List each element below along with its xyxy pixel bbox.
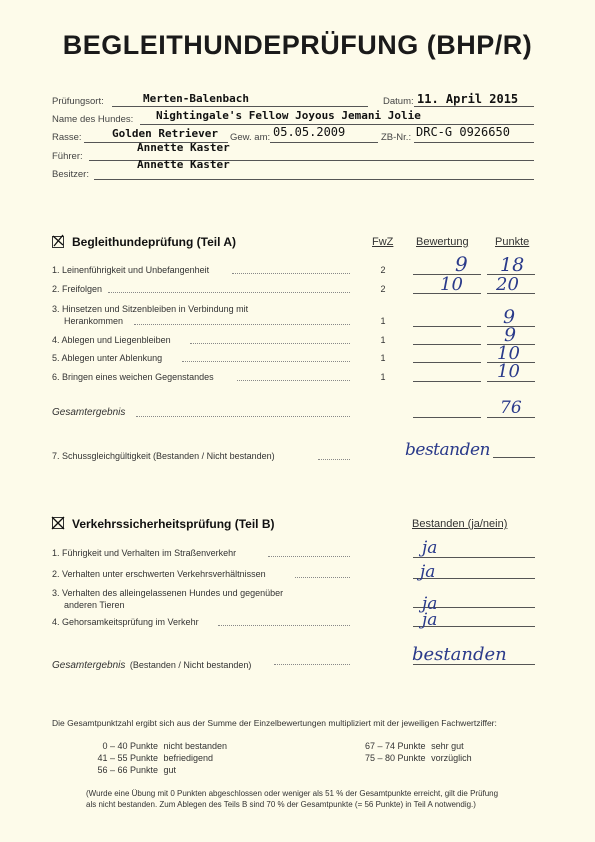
- bestanden-value[interactable]: ja: [422, 610, 438, 630]
- scale-row-4: 67 – 74 Punkte sehr gut: [365, 741, 464, 751]
- pruefungsort-underline: [112, 106, 368, 107]
- bewertung-underline: [413, 362, 481, 363]
- fwz-value: 1: [380, 335, 386, 345]
- item-label: 6. Bringen eines weichen Gegenstandes: [52, 372, 214, 382]
- dotted-leader: [232, 273, 350, 274]
- dotted-leader: [218, 625, 350, 626]
- check-mark-icon: [51, 233, 65, 247]
- rasse-label: Rasse:: [52, 132, 82, 143]
- besitzer-label: Besitzer:: [52, 169, 89, 180]
- punkte-value[interactable]: 20: [496, 274, 519, 295]
- item-label: 2. Freifolgen: [52, 284, 103, 294]
- dotted-leader: [268, 556, 350, 557]
- item-label: 5. Ablegen unter Ablenkung: [52, 353, 163, 363]
- teil-a-checkbox[interactable]: [52, 236, 64, 248]
- fwz-value: 1: [380, 372, 386, 382]
- datum-label: Datum:: [383, 96, 414, 107]
- fuehrer-label: Führer:: [52, 151, 83, 162]
- zb-label: ZB-Nr.:: [381, 132, 412, 143]
- bestanden-value[interactable]: ja: [422, 538, 438, 558]
- col-fwz-header: FwZ: [372, 236, 394, 248]
- teil-a-gesamt-value[interactable]: 76: [500, 398, 522, 418]
- fwz-value: 2: [380, 265, 386, 275]
- zb-underline: [414, 142, 534, 143]
- fuehrer-value[interactable]: Annette Kaster: [137, 141, 230, 154]
- rasse-value[interactable]: Golden Retriever: [112, 127, 218, 140]
- gesamt-bewertung-underline: [413, 417, 481, 418]
- dotted-leader: [136, 416, 350, 417]
- teil-b-gesamt-label-wrap: [52, 655, 251, 673]
- cross-mark-icon: [51, 516, 65, 530]
- gew-label: Gew. am:: [230, 132, 271, 143]
- teil-b-gesamt-label: Gesamtergebnis: [52, 660, 126, 671]
- bewertung-underline: [413, 344, 481, 345]
- punkte-value[interactable]: 10: [497, 361, 520, 382]
- item-label: 4. Ablegen und Liegenbleiben: [52, 335, 171, 345]
- schuss-underline: [493, 457, 535, 458]
- gew-value[interactable]: 05.05.2009: [273, 125, 346, 139]
- teil-b-checkbox[interactable]: [52, 517, 64, 529]
- punkte-value[interactable]: 9: [503, 306, 516, 328]
- page-title: BEGLEITHUNDEPRÜFUNG (BHP/R): [62, 30, 533, 60]
- scale-row-3: 56 – 66 Punkte gut: [97, 765, 177, 775]
- dotted-leader: [295, 577, 350, 578]
- dotted-leader: [108, 292, 350, 293]
- item-label: 1. Leinenführigkeit und Unbefangenheit: [52, 265, 210, 275]
- dotted-leader: [190, 343, 350, 344]
- teil-b-title: Verkehrssicherheitsprüfung (Teil B): [72, 517, 275, 531]
- footer-note-2: als nicht bestanden. Zum Ablegen des Teils B sind 70 % der Gesamtpunkte (= 56 Punkte) in Teil A notwendig.): [86, 800, 476, 809]
- item-label-cont: Herankommen: [64, 316, 124, 326]
- punkte-value[interactable]: 9: [504, 324, 517, 346]
- scale-row-5: 75 – 80 Punkte vorzüglich: [365, 753, 472, 763]
- bewertung-value[interactable]: 9: [455, 252, 468, 276]
- footer-intro: Die Gesamtpunktzahl ergibt sich aus der Summe der Einzelbewertungen multipliziert mit der jeweiligen Fachwertziffer:: [52, 718, 497, 728]
- teil-b-gesamt-suffix: (Bestanden / Nicht bestanden): [129, 660, 252, 670]
- fwz-value: 2: [380, 284, 386, 294]
- item-label: 3. Hinsetzen und Sitzenbleiben in Verbindung mit: [52, 304, 249, 314]
- scale-row-1: 0 – 40 Punkte nicht bestanden: [102, 741, 228, 751]
- teil-b-gesamt-value[interactable]: bestanden: [412, 644, 507, 665]
- besitzer-value[interactable]: Annette Kaster: [137, 158, 230, 171]
- name-value[interactable]: Nightingale's Fellow Joyous Jemani Jolie: [156, 109, 421, 122]
- bewertung-underline: [413, 381, 481, 382]
- item-label-cont: anderen Tieren: [64, 600, 125, 610]
- item-label: 1. Führigkeit und Verhalten im Straßenverkehr: [52, 548, 237, 558]
- bestanden-value[interactable]: ja: [420, 562, 436, 582]
- name-label: Name des Hundes:: [52, 114, 134, 125]
- schuss-label: 7. Schussgleichgültigkeit (Bestanden / Nicht bestanden): [52, 451, 275, 461]
- pruefungsort-label: Prüfungsort:: [52, 96, 104, 107]
- punkte-value[interactable]: 10: [497, 343, 520, 364]
- dotted-leader: [182, 361, 350, 362]
- dotted-leader: [318, 459, 350, 460]
- gew-underline: [270, 142, 378, 143]
- col-bestanden-header: Bestanden (ja/nein): [412, 518, 508, 530]
- besitzer-underline: [94, 179, 534, 180]
- bestanden-value[interactable]: ja: [422, 594, 438, 614]
- col-bewertung-header: Bewertung: [416, 236, 469, 248]
- dotted-leader: [274, 664, 350, 665]
- dotted-leader: [134, 324, 350, 325]
- punkte-value[interactable]: 18: [500, 254, 525, 276]
- item-label: 3. Verhalten des alleingelassenen Hundes und gegenüber: [52, 588, 284, 598]
- dotted-leader: [237, 380, 350, 381]
- teil-a-title: Begleithundeprüfung (Teil A): [72, 235, 236, 249]
- footer-note-1: (Wurde eine Übung mit 0 Punkten abgeschlossen oder weniger als 51 % der Gesamtpunkte erreicht, gilt die Prüfung: [86, 789, 499, 798]
- fwz-value: 1: [380, 316, 386, 326]
- scale-row-2: 41 – 55 Punkte befriedigend: [97, 753, 214, 763]
- teil-a-gesamt-label: Gesamtergebnis: [52, 407, 126, 418]
- schuss-value[interactable]: bestanden: [405, 440, 490, 460]
- datum-value[interactable]: 11. April 2015: [417, 92, 519, 106]
- bewertung-underline: [413, 326, 481, 327]
- datum-underline: [414, 106, 534, 107]
- item-label: 2. Verhalten unter erschwerten Verkehrsverhältnissen: [52, 569, 266, 579]
- item-label: 4. Gehorsamkeitsprüfung im Verkehr: [52, 617, 199, 627]
- zb-value[interactable]: DRC-G 0926650: [416, 125, 510, 139]
- pruefungsort-value[interactable]: Merten-Balenbach: [143, 92, 249, 105]
- bewertung-value[interactable]: 10: [440, 274, 463, 295]
- col-punkte-header: Punkte: [495, 236, 530, 248]
- fwz-value: 1: [380, 353, 386, 363]
